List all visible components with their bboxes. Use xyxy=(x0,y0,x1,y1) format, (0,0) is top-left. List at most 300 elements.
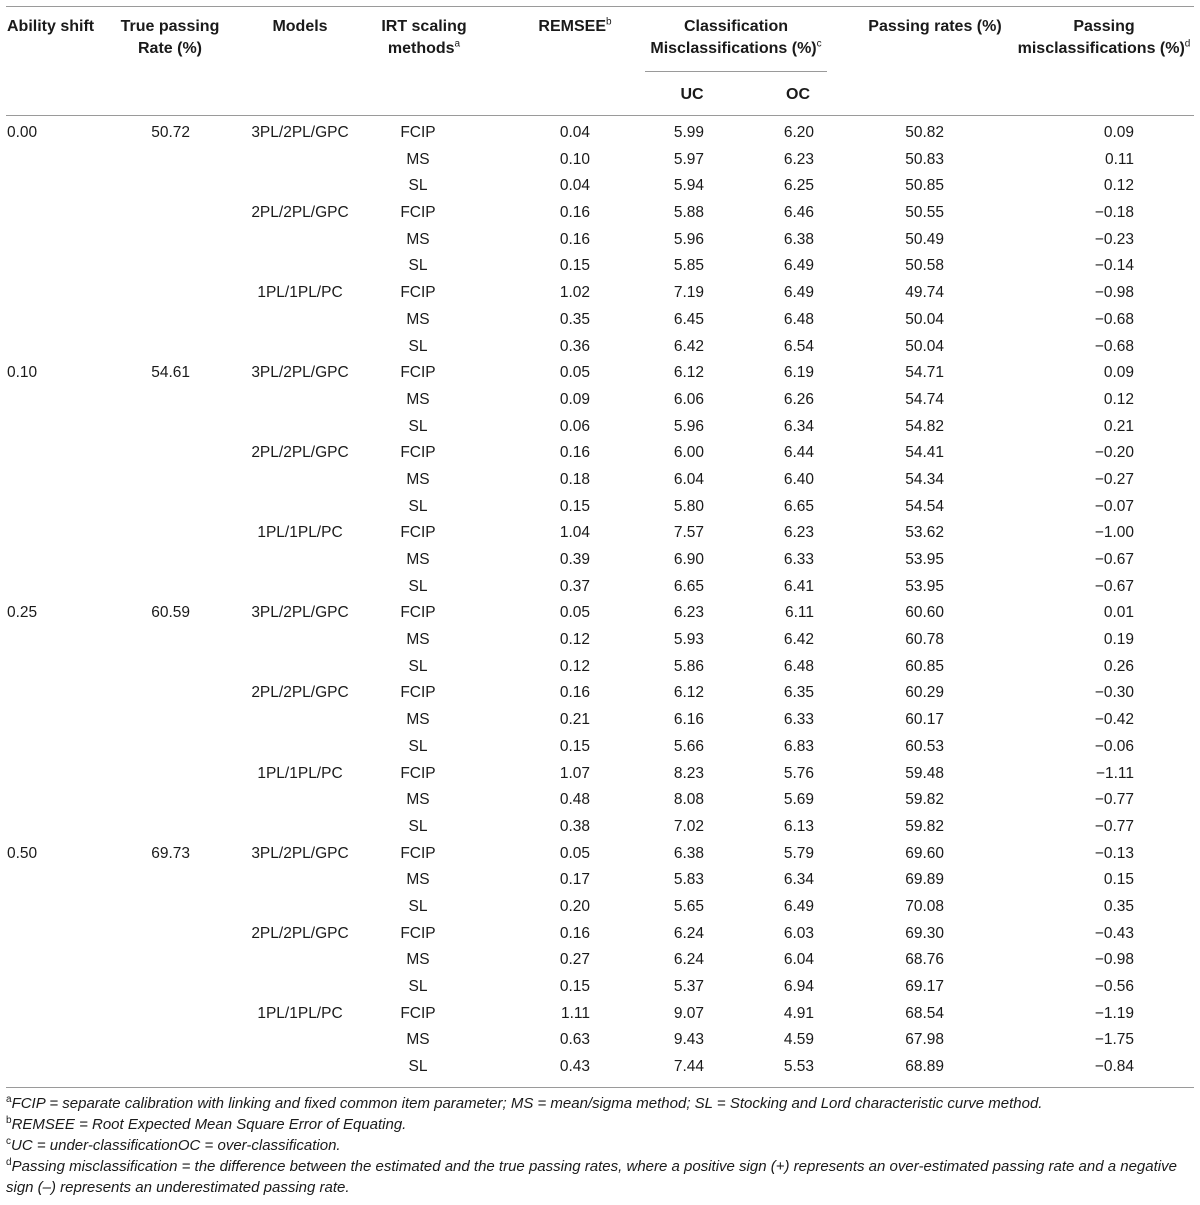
cell-uc: 6.24 xyxy=(673,951,704,969)
footnote-text: UC = under-classificationOC = over-classification. xyxy=(11,1137,341,1154)
table-row xyxy=(0,121,1200,148)
cell-oc: 6.48 xyxy=(783,657,814,675)
cell-oc: 6.48 xyxy=(783,310,814,328)
cell-passing-rate: 50.82 xyxy=(905,124,944,141)
cell-remsee: 0.05 xyxy=(559,604,590,622)
cell-passing-rate: 69.60 xyxy=(905,844,944,862)
table-row xyxy=(0,708,1200,735)
cell-remsee: 0.15 xyxy=(559,257,590,275)
cell-model: 2PL/2PL/GPC xyxy=(251,204,349,222)
cell-oc: 6.19 xyxy=(783,364,814,382)
cell-passing-misclassification: 0.15 xyxy=(1103,871,1134,889)
cell-uc: 6.65 xyxy=(673,577,704,595)
table-row xyxy=(0,975,1200,1002)
cell-uc: 5.80 xyxy=(673,497,704,515)
cell-oc: 6.20 xyxy=(783,124,814,141)
cell-oc: 6.38 xyxy=(783,230,814,248)
cell-uc: 5.65 xyxy=(673,897,704,915)
cell-irt-method: SL xyxy=(408,657,428,675)
cell-irt-method: MS xyxy=(406,470,430,488)
cell-uc: 7.19 xyxy=(673,284,704,302)
footnote xyxy=(6,1156,1196,1198)
footnote-text: Passing misclassification = the difference between the estimated and the true passing rates, where a positive sign (+) represents an over-estimated passing rate and a negative sign (–) represents an underestimated passing rate. xyxy=(6,1158,1177,1196)
cell-passing-rate: 54.74 xyxy=(905,390,944,408)
cell-oc: 6.40 xyxy=(783,470,814,488)
cell-passing-misclassification: −0.56 xyxy=(1094,978,1134,995)
cell-passing-rate: 54.82 xyxy=(905,417,944,435)
cell-oc: 6.11 xyxy=(784,604,814,622)
cell-oc: 6.54 xyxy=(783,337,814,355)
cell-passing-rate: 54.54 xyxy=(905,497,944,515)
cell-oc: 6.42 xyxy=(783,631,814,649)
cell-remsee: 0.05 xyxy=(559,364,590,382)
cell-irt-method: FCIP xyxy=(400,684,436,702)
cell-irt-method: SL xyxy=(408,417,428,435)
cell-passing-rate: 67.98 xyxy=(905,1031,944,1049)
cell-irt-method: SL xyxy=(408,177,428,195)
cell-passing-misclassification: −0.68 xyxy=(1094,337,1134,355)
cell-model: 3PL/2PL/GPC xyxy=(251,604,349,622)
cell-uc: 9.07 xyxy=(673,1004,704,1022)
footnote-mark: d xyxy=(6,1157,12,1168)
table-row xyxy=(0,815,1200,842)
cell-remsee: 0.43 xyxy=(559,1058,590,1076)
cell-irt-method: SL xyxy=(408,337,428,355)
cell-oc: 6.25 xyxy=(783,177,814,195)
cell-passing-misclassification: −1.00 xyxy=(1094,524,1134,542)
cell-irt-method: FCIP xyxy=(400,284,436,302)
cell-uc: 6.42 xyxy=(673,337,704,355)
cell-remsee: 0.27 xyxy=(559,951,590,969)
cell-irt-method: SL xyxy=(408,257,428,275)
table-row xyxy=(0,1028,1200,1055)
cell-irt-method: SL xyxy=(408,737,428,755)
cell-remsee: 0.38 xyxy=(559,817,590,835)
cell-passing-rate: 54.34 xyxy=(905,470,944,488)
table-row xyxy=(0,948,1200,975)
table-row xyxy=(0,174,1200,201)
cell-passing-rate: 60.85 xyxy=(905,657,944,675)
cell-remsee: 1.04 xyxy=(559,524,590,542)
table-row xyxy=(0,254,1200,281)
footnote xyxy=(6,1114,1196,1135)
cell-true-passing-rate: 54.61 xyxy=(151,364,190,382)
cell-irt-method: FCIP xyxy=(400,604,436,622)
cell-passing-rate: 59.82 xyxy=(905,817,944,835)
header-classification-misclassifications: Classification Misclassifications (%)$^c$ xyxy=(650,18,822,57)
cell-uc: 6.23 xyxy=(673,604,704,622)
cell-remsee: 0.20 xyxy=(559,897,590,915)
table-row xyxy=(0,842,1200,869)
cell-passing-rate: 50.49 xyxy=(905,230,944,248)
cell-uc: 8.08 xyxy=(673,791,704,809)
cell-irt-method: MS xyxy=(406,791,430,809)
cell-passing-misclassification: −0.23 xyxy=(1094,230,1134,248)
cell-oc: 5.79 xyxy=(783,844,814,862)
cell-remsee: 0.12 xyxy=(559,631,590,649)
cell-passing-misclassification: −0.27 xyxy=(1094,470,1134,488)
cell-remsee: 1.07 xyxy=(559,764,590,782)
cell-irt-method: MS xyxy=(406,631,430,649)
table-row xyxy=(0,521,1200,548)
cell-true-passing-rate: 69.73 xyxy=(151,844,190,862)
cell-passing-misclassification: −1.11 xyxy=(1095,764,1134,782)
table-top-rule xyxy=(6,6,1194,7)
table-body xyxy=(0,121,1200,1082)
cell-uc: 6.45 xyxy=(673,310,704,328)
table-row xyxy=(0,601,1200,628)
cell-passing-rate: 60.17 xyxy=(905,711,944,729)
cell-passing-rate: 50.55 xyxy=(905,204,944,222)
cell-oc: 6.04 xyxy=(783,951,814,969)
header-true-passing-rate: True passing Rate (%) xyxy=(120,18,220,57)
cell-irt-method: FCIP xyxy=(400,204,436,222)
header-models: Models xyxy=(272,18,328,35)
cell-ability-shift: 0.00 xyxy=(7,124,38,141)
cell-remsee: 0.15 xyxy=(559,497,590,515)
cell-irt-method: FCIP xyxy=(400,124,436,141)
cell-passing-misclassification: −0.13 xyxy=(1094,844,1134,862)
cell-irt-method: MS xyxy=(406,951,430,969)
cell-irt-method: SL xyxy=(408,817,428,835)
cell-passing-misclassification: 0.26 xyxy=(1103,657,1134,675)
cell-passing-misclassification: 0.12 xyxy=(1103,177,1134,195)
cell-oc: 4.59 xyxy=(783,1031,814,1049)
cell-passing-rate: 53.62 xyxy=(905,524,944,542)
cell-passing-rate: 53.95 xyxy=(905,551,944,568)
classification-subheader-rule xyxy=(645,71,827,72)
cell-passing-misclassification: −0.98 xyxy=(1094,951,1134,969)
cell-uc: 6.00 xyxy=(673,444,704,462)
cell-oc: 6.13 xyxy=(783,817,814,835)
table-row xyxy=(0,762,1200,789)
cell-passing-rate: 50.58 xyxy=(905,257,944,275)
cell-oc: 6.26 xyxy=(783,390,814,408)
cell-irt-method: MS xyxy=(406,230,430,248)
cell-remsee: 0.35 xyxy=(559,310,590,328)
cell-uc: 6.12 xyxy=(673,684,704,702)
cell-uc: 6.16 xyxy=(673,711,704,729)
cell-remsee: 0.12 xyxy=(559,657,590,675)
cell-remsee: 1.11 xyxy=(560,1004,590,1022)
cell-irt-method: SL xyxy=(408,978,428,995)
cell-irt-method: MS xyxy=(406,711,430,729)
table-row xyxy=(0,922,1200,949)
cell-irt-method: SL xyxy=(408,577,428,595)
cell-model: 2PL/2PL/GPC xyxy=(251,684,349,702)
cell-remsee: 0.04 xyxy=(559,124,590,141)
cell-passing-misclassification: −0.84 xyxy=(1094,1058,1134,1076)
cell-oc: 6.33 xyxy=(783,551,814,568)
cell-passing-misclassification: −0.14 xyxy=(1094,257,1134,275)
header-oc: OC xyxy=(786,86,810,103)
table-row xyxy=(0,388,1200,415)
cell-remsee: 0.09 xyxy=(559,390,590,408)
cell-passing-misclassification: −0.98 xyxy=(1094,284,1134,302)
cell-irt-method: SL xyxy=(408,1058,428,1076)
table-row xyxy=(0,308,1200,335)
cell-model: 3PL/2PL/GPC xyxy=(251,364,349,382)
cell-passing-rate: 68.54 xyxy=(905,1004,944,1022)
cell-passing-rate: 54.41 xyxy=(905,444,944,462)
table-row xyxy=(0,788,1200,815)
cell-passing-misclassification: −0.77 xyxy=(1094,817,1134,835)
header-uc: UC xyxy=(680,86,704,103)
cell-passing-misclassification: −0.77 xyxy=(1094,791,1134,809)
cell-passing-rate: 59.48 xyxy=(905,764,944,782)
cell-model: 2PL/2PL/GPC xyxy=(251,444,349,462)
cell-oc: 6.49 xyxy=(783,257,814,275)
cell-irt-method: MS xyxy=(406,1031,430,1049)
cell-passing-rate: 54.71 xyxy=(905,364,944,382)
cell-passing-misclassification: −0.67 xyxy=(1094,577,1134,595)
cell-oc: 6.23 xyxy=(783,150,814,168)
cell-oc: 6.33 xyxy=(783,711,814,729)
cell-remsee: 0.18 xyxy=(559,470,590,488)
cell-uc: 5.83 xyxy=(673,871,704,889)
cell-oc: 6.94 xyxy=(783,978,814,995)
cell-passing-rate: 53.95 xyxy=(905,577,944,595)
cell-oc: 4.91 xyxy=(783,1004,814,1022)
cell-irt-method: SL xyxy=(408,497,428,515)
table-row xyxy=(0,681,1200,708)
table-row xyxy=(0,868,1200,895)
cell-passing-rate: 69.89 xyxy=(905,871,944,889)
cell-passing-rate: 70.08 xyxy=(905,897,944,915)
cell-model: 2PL/2PL/GPC xyxy=(251,924,349,942)
cell-passing-misclassification: −1.75 xyxy=(1094,1031,1134,1049)
footnote xyxy=(6,1093,1196,1114)
cell-irt-method: FCIP xyxy=(400,364,436,382)
cell-remsee: 0.48 xyxy=(559,791,590,809)
cell-irt-method: FCIP xyxy=(400,924,436,942)
cell-passing-misclassification: −0.68 xyxy=(1094,310,1134,328)
cell-passing-misclassification: 0.19 xyxy=(1103,631,1134,649)
cell-oc: 6.41 xyxy=(783,577,814,595)
table-row xyxy=(0,1055,1200,1082)
cell-oc: 5.53 xyxy=(783,1058,814,1076)
table-row xyxy=(0,895,1200,922)
cell-remsee: 0.21 xyxy=(559,711,590,729)
cell-passing-rate: 69.30 xyxy=(905,924,944,942)
cell-true-passing-rate: 50.72 xyxy=(151,124,190,141)
cell-passing-rate: 50.85 xyxy=(905,177,944,195)
table-header-rule xyxy=(6,115,1194,116)
header-passing-misclassifications: Passing misclassifications (%)$^d$ xyxy=(1017,18,1191,57)
cell-oc: 5.69 xyxy=(783,791,814,809)
cell-remsee: 0.17 xyxy=(559,871,590,889)
cell-passing-misclassification: 0.11 xyxy=(1104,150,1134,168)
cell-oc: 6.34 xyxy=(783,417,814,435)
cell-uc: 8.23 xyxy=(673,764,704,782)
cell-irt-method: MS xyxy=(406,871,430,889)
cell-oc: 6.46 xyxy=(783,204,814,222)
cell-uc: 9.43 xyxy=(673,1031,704,1049)
cell-passing-rate: 60.60 xyxy=(905,604,944,622)
cell-model: 1PL/1PL/PC xyxy=(257,764,343,782)
cell-oc: 6.44 xyxy=(783,444,814,462)
header-ability-shift: Ability shift xyxy=(7,18,95,35)
cell-remsee: 0.04 xyxy=(559,177,590,195)
cell-remsee: 0.15 xyxy=(559,737,590,755)
cell-passing-rate: 60.29 xyxy=(905,684,944,702)
table-row xyxy=(0,575,1200,602)
table-row xyxy=(0,361,1200,388)
cell-passing-misclassification: 0.09 xyxy=(1103,364,1134,382)
cell-irt-method: FCIP xyxy=(400,764,436,782)
cell-remsee: 0.16 xyxy=(559,230,590,248)
cell-passing-misclassification: 0.21 xyxy=(1103,417,1134,435)
cell-passing-rate: 69.17 xyxy=(905,978,944,995)
table-bottom-rule xyxy=(6,1087,1194,1088)
cell-passing-rate: 50.04 xyxy=(905,310,944,328)
cell-uc: 5.94 xyxy=(673,177,704,195)
cell-ability-shift: 0.25 xyxy=(7,604,38,622)
cell-oc: 6.03 xyxy=(783,924,814,942)
cell-oc: 6.65 xyxy=(783,497,814,515)
cell-passing-misclassification: −0.30 xyxy=(1094,684,1134,702)
cell-oc: 6.49 xyxy=(783,284,814,302)
cell-oc: 6.35 xyxy=(783,684,814,702)
footnote xyxy=(6,1135,1196,1156)
cell-remsee: 0.39 xyxy=(559,551,590,568)
cell-uc: 6.12 xyxy=(673,364,704,382)
table-row xyxy=(0,228,1200,255)
footnote-text: FCIP = separate calibration with linking and fixed common item parameter; MS = mean/sigma method; SL = Stocking and Lord characteristic curve method. xyxy=(11,1095,1043,1112)
cell-passing-rate: 50.83 xyxy=(905,150,944,168)
cell-passing-misclassification: −0.67 xyxy=(1094,551,1134,568)
cell-uc: 6.90 xyxy=(673,551,704,568)
cell-irt-method: FCIP xyxy=(400,524,436,542)
cell-uc: 6.04 xyxy=(673,470,704,488)
cell-oc: 6.34 xyxy=(783,871,814,889)
cell-uc: 5.37 xyxy=(673,978,704,995)
cell-uc: 7.57 xyxy=(673,524,704,542)
cell-remsee: 0.06 xyxy=(559,417,590,435)
cell-uc: 7.02 xyxy=(673,817,704,835)
table-footnotes xyxy=(6,1093,1196,1198)
cell-irt-method: MS xyxy=(406,551,430,568)
cell-remsee: 0.15 xyxy=(559,978,590,995)
cell-remsee: 0.10 xyxy=(559,150,590,168)
cell-remsee: 0.37 xyxy=(559,577,590,595)
cell-passing-misclassification: −0.06 xyxy=(1094,737,1134,755)
cell-irt-method: FCIP xyxy=(400,1004,436,1022)
cell-passing-misclassification: −1.19 xyxy=(1094,1004,1134,1022)
cell-uc: 5.97 xyxy=(673,150,704,168)
table-row xyxy=(0,201,1200,228)
cell-true-passing-rate: 60.59 xyxy=(151,604,190,622)
cell-passing-misclassification: −0.43 xyxy=(1094,924,1134,942)
table-row xyxy=(0,628,1200,655)
footnote-mark: c xyxy=(6,1136,11,1147)
cell-model: 3PL/2PL/GPC xyxy=(251,844,349,862)
cell-model: 1PL/1PL/PC xyxy=(257,284,343,302)
cell-irt-method: MS xyxy=(406,310,430,328)
cell-passing-rate: 60.53 xyxy=(905,737,944,755)
cell-uc: 7.44 xyxy=(673,1058,704,1076)
cell-model: 1PL/1PL/PC xyxy=(257,524,343,542)
cell-passing-rate: 60.78 xyxy=(905,631,944,649)
footnote-mark: a xyxy=(6,1094,12,1105)
cell-passing-misclassification: −0.20 xyxy=(1094,444,1134,462)
cell-irt-method: FCIP xyxy=(400,444,436,462)
table-row xyxy=(0,148,1200,175)
header-passing-rates: Passing rates (%) xyxy=(868,18,1002,35)
cell-passing-rate: 68.76 xyxy=(905,951,944,969)
table-row xyxy=(0,548,1200,575)
cell-remsee: 0.36 xyxy=(559,337,590,355)
footnote-mark: b xyxy=(6,1115,12,1126)
cell-remsee: 0.16 xyxy=(559,924,590,942)
cell-uc: 5.96 xyxy=(673,230,704,248)
cell-uc: 6.06 xyxy=(673,390,704,408)
table-row xyxy=(0,735,1200,762)
cell-oc: 5.76 xyxy=(783,764,814,782)
table-row xyxy=(0,335,1200,362)
table-row xyxy=(0,1002,1200,1029)
cell-remsee: 0.63 xyxy=(559,1031,590,1049)
table-row xyxy=(0,441,1200,468)
cell-model: 3PL/2PL/GPC xyxy=(251,124,349,141)
cell-passing-misclassification: −0.42 xyxy=(1094,711,1134,729)
header-irt-scaling-methods: IRT scaling methods$^a$ xyxy=(381,18,467,57)
cell-irt-method: SL xyxy=(408,897,428,915)
cell-ability-shift: 0.10 xyxy=(7,364,38,382)
table-row xyxy=(0,655,1200,682)
table-row xyxy=(0,495,1200,522)
cell-passing-misclassification: −0.07 xyxy=(1094,497,1134,515)
cell-ability-shift: 0.50 xyxy=(7,844,38,862)
cell-passing-misclassification: 0.01 xyxy=(1103,604,1134,622)
cell-irt-method: FCIP xyxy=(400,844,436,862)
cell-remsee: 0.05 xyxy=(559,844,590,862)
cell-oc: 6.49 xyxy=(783,897,814,915)
cell-uc: 5.96 xyxy=(673,417,704,435)
cell-oc: 6.23 xyxy=(783,524,814,542)
cell-remsee: 0.16 xyxy=(559,684,590,702)
cell-remsee: 0.16 xyxy=(559,444,590,462)
cell-remsee: 0.16 xyxy=(559,204,590,222)
table-row xyxy=(0,281,1200,308)
table-row xyxy=(0,468,1200,495)
cell-passing-rate: 68.89 xyxy=(905,1058,944,1076)
cell-passing-rate: 50.04 xyxy=(905,337,944,355)
cell-oc: 6.83 xyxy=(783,737,814,755)
cell-passing-misclassification: −0.18 xyxy=(1094,204,1134,222)
cell-uc: 5.99 xyxy=(673,124,704,141)
cell-uc: 6.24 xyxy=(673,924,704,942)
cell-passing-misclassification: 0.35 xyxy=(1103,897,1134,915)
cell-irt-method: MS xyxy=(406,150,430,168)
cell-uc: 5.85 xyxy=(673,257,704,275)
cell-uc: 5.66 xyxy=(673,737,704,755)
cell-model: 1PL/1PL/PC xyxy=(257,1004,343,1022)
header-remsee: REMSEE$^b$ xyxy=(538,16,612,35)
cell-uc: 6.38 xyxy=(673,844,704,862)
cell-uc: 5.88 xyxy=(673,204,704,222)
cell-passing-misclassification: 0.12 xyxy=(1103,390,1134,408)
cell-passing-rate: 49.74 xyxy=(905,284,944,302)
cell-passing-rate: 59.82 xyxy=(905,791,944,809)
cell-remsee: 1.02 xyxy=(559,284,590,302)
footnote-text: REMSEE = Root Expected Mean Square Error of Equating. xyxy=(11,1116,407,1133)
cell-passing-misclassification: 0.09 xyxy=(1103,124,1134,141)
cell-irt-method: MS xyxy=(406,390,430,408)
table-row xyxy=(0,415,1200,442)
cell-uc: 5.93 xyxy=(673,631,704,649)
cell-uc: 5.86 xyxy=(673,657,704,675)
